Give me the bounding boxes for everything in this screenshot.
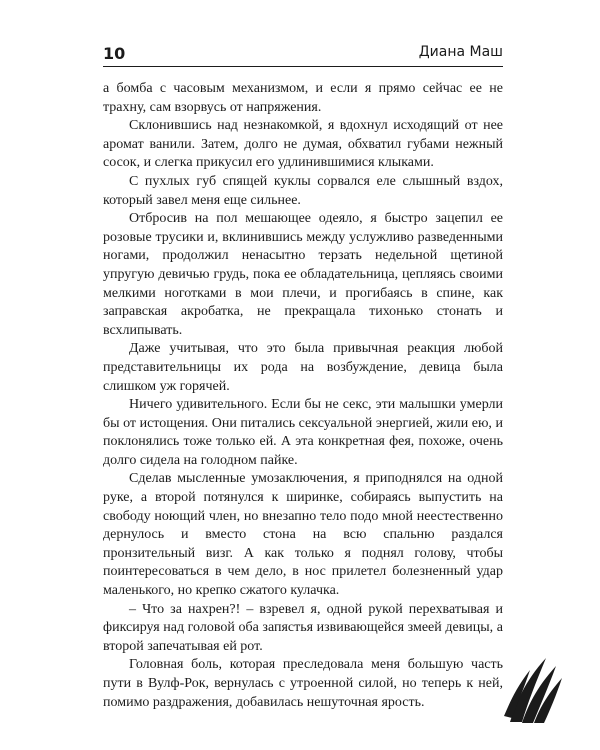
paragraph: Головная боль, которая преследовала меня большую часть пути в Вулф-Рок, вернулась с утроенной силой, но теперь к ней, помимо раздражения, добавилась нешуточная ярость. bbox=[103, 657, 503, 710]
page-number: 10 bbox=[103, 44, 126, 63]
paragraph: Даже учитывая, что это была привычная реакция любой представительницы их рода на возбуждение, девица была слишком уж горячей. bbox=[103, 341, 503, 394]
author-name: Диана Маш bbox=[418, 44, 503, 60]
paragraph: – Что за нахрен?! – взревел я, одной рукой перехватывая и фиксируя над головой оба запястья извивающейся змеей девицы, а второй запечатывая ей рот. bbox=[103, 601, 503, 654]
paragraph: Сделав мысленные умозаключения, я приподнялся на одной руке, а второй потянулся к ширинке, собираясь выпустить на свободу ноющий член, но внезапно тело подо мной неестественно дернулось и вместо стона на всю спальню раздался пронзительный визг. А как только я поднял голову, чтобы поинтересоваться в чем дело, в нос прилетел болезненный удар маленького, но крепко сжатого кулачка. bbox=[103, 471, 503, 599]
paragraph: С пухлых губ спящей куклы сорвался еле слышный вздох, который завел меня еще сильнее. bbox=[103, 173, 503, 208]
header-rule bbox=[103, 66, 503, 67]
paragraph: Ничего удивительного. Если бы не секс, эти малышки умерли бы от истощения. Они питались сексуальной энергией, жили ею, и поклонялись тоже только ей. А эта конкретная фея, похоже, очень долго сидела на голодном пайке. bbox=[103, 397, 503, 468]
running-header bbox=[103, 38, 503, 68]
claw-marks-icon bbox=[502, 652, 564, 724]
paragraph: Склонившись над незнакомкой, я вдохнул исходящий от нее аромат ванили. Затем, долго не думая, обхватил губами нежный сосок, и слегка прикусил его удлинившимися клыками. bbox=[103, 118, 503, 171]
body-text bbox=[103, 80, 503, 712]
paragraph: Отбросив на пол мешающее одеяло, я быстро зацепил ее розовые трусики и, вклинившись между услужливо разведенными ногами, продолжил ненасытно терзать недельной щетиной упругую девичью грудь, пока ее обладательница, цепляясь своими мелкими ноготками в мои плечи, и прогибаясь в спине, как заправская акробатка, не прекращала тихонько стонать и всхлипывать. bbox=[103, 211, 503, 338]
paragraph: а бомба с часовым механизмом, и если я прямо сейчас ее не трахну, сам взорвусь от напряжения. bbox=[103, 81, 503, 115]
